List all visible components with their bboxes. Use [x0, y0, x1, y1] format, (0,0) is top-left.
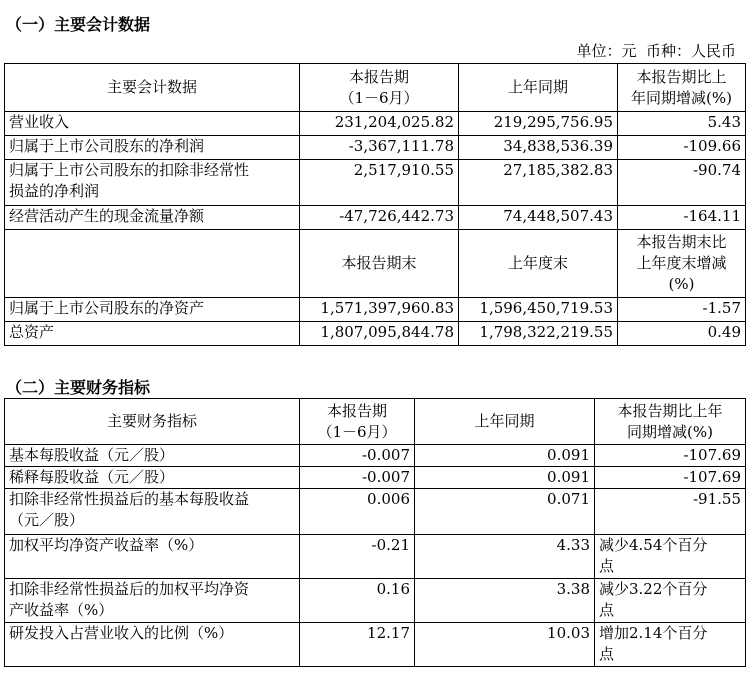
- table-row: [5, 112, 746, 136]
- row-value: 0.16: [300, 579, 415, 623]
- row-value: 0.006: [300, 489, 415, 535]
- row-label: 归属于上市公司股东的净资产: [5, 298, 300, 322]
- table-header-row: [5, 64, 746, 112]
- row-value: 74,448,507.43: [459, 206, 618, 230]
- unit-label: 单位：元 币种：人民币: [576, 42, 736, 60]
- row-label: 经营活动产生的现金流量净额: [5, 206, 300, 230]
- row-value: 0.49: [618, 322, 746, 346]
- row-label: 营业收入: [5, 112, 300, 136]
- column-header: 上年同期: [415, 399, 595, 445]
- row-value: -164.11: [618, 206, 746, 230]
- row-label: 总资产: [5, 322, 300, 346]
- table-header-row: [5, 230, 746, 298]
- row-label: 扣除非经常性损益后的加权平均净资 产收益率（%）: [5, 579, 300, 623]
- row-value: 减少4.54个百分 点: [595, 535, 746, 579]
- column-header: 主要财务指标: [5, 399, 300, 445]
- column-header: 本报告期末: [300, 230, 459, 298]
- row-value: -0.21: [300, 535, 415, 579]
- table-row: [5, 445, 746, 467]
- table-row: [5, 206, 746, 230]
- row-value: -0.007: [300, 445, 415, 467]
- financial-indicators-table: [4, 398, 746, 667]
- row-value: 27,185,382.83: [459, 160, 618, 206]
- row-value: 增加2.14个百分 点: [595, 623, 746, 667]
- row-value: 1,798,322,219.55: [459, 322, 618, 346]
- table-row: [5, 298, 746, 322]
- column-header: 主要会计数据: [5, 64, 300, 112]
- table-row: [5, 322, 746, 346]
- row-value: -91.55: [595, 489, 746, 535]
- row-value: -109.66: [618, 136, 746, 160]
- row-label: 加权平均净资产收益率（%）: [5, 535, 300, 579]
- row-value: -107.69: [595, 445, 746, 467]
- row-label: 扣除非经常性损益后的基本每股收益 （元／股）: [5, 489, 300, 535]
- row-label: 研发投入占营业收入的比例（%）: [5, 623, 300, 667]
- row-value: -107.69: [595, 467, 746, 489]
- row-value: 1,807,095,844.78: [300, 322, 459, 346]
- row-value: 219,295,756.95: [459, 112, 618, 136]
- column-header: 本报告期比上 年同期增减(%): [618, 64, 746, 112]
- row-value: 减少3.22个百分 点: [595, 579, 746, 623]
- column-header: 本报告期 （1－6月）: [300, 399, 415, 445]
- table-row: [5, 160, 746, 206]
- row-value: 10.03: [415, 623, 595, 667]
- table-row: [5, 136, 746, 160]
- table-row: [5, 579, 746, 623]
- row-value: 0.091: [415, 467, 595, 489]
- row-value: 2,517,910.55: [300, 160, 459, 206]
- row-label: 稀释每股收益（元／股）: [5, 467, 300, 489]
- row-value: -90.74: [618, 160, 746, 206]
- table-header-row: [5, 399, 746, 445]
- row-value: 1,571,397,960.83: [300, 298, 459, 322]
- row-value: 5.43: [618, 112, 746, 136]
- table-row: [5, 623, 746, 667]
- row-label: 归属于上市公司股东的净利润: [5, 136, 300, 160]
- column-header: [5, 230, 300, 298]
- row-value: -47,726,442.73: [300, 206, 459, 230]
- table-row: [5, 535, 746, 579]
- row-value: -1.57: [618, 298, 746, 322]
- table-row: [5, 467, 746, 489]
- column-header: 本报告期比上年 同期增减(%): [595, 399, 746, 445]
- row-value: 4.33: [415, 535, 595, 579]
- column-header: 本报告期 （1－6月）: [300, 64, 459, 112]
- column-header: 上年同期: [459, 64, 618, 112]
- row-label: 基本每股收益（元／股）: [5, 445, 300, 467]
- column-header: 上年度末: [459, 230, 618, 298]
- row-value: -3,367,111.78: [300, 136, 459, 160]
- row-value: 0.091: [415, 445, 595, 467]
- row-value: -0.007: [300, 467, 415, 489]
- row-value: 12.17: [300, 623, 415, 667]
- section2-title: （二）主要财务指标: [6, 378, 151, 397]
- column-header: 本报告期末比 上年度末增减 (%): [618, 230, 746, 298]
- row-value: 34,838,536.39: [459, 136, 618, 160]
- section1-title: （一）主要会计数据: [6, 15, 151, 34]
- row-value: 0.071: [415, 489, 595, 535]
- accounting-data-table: [4, 63, 746, 346]
- row-value: 3.38: [415, 579, 595, 623]
- row-value: 231,204,025.82: [300, 112, 459, 136]
- row-value: 1,596,450,719.53: [459, 298, 618, 322]
- table-row: [5, 489, 746, 535]
- row-label: 归属于上市公司股东的扣除非经常性 损益的净利润: [5, 160, 300, 206]
